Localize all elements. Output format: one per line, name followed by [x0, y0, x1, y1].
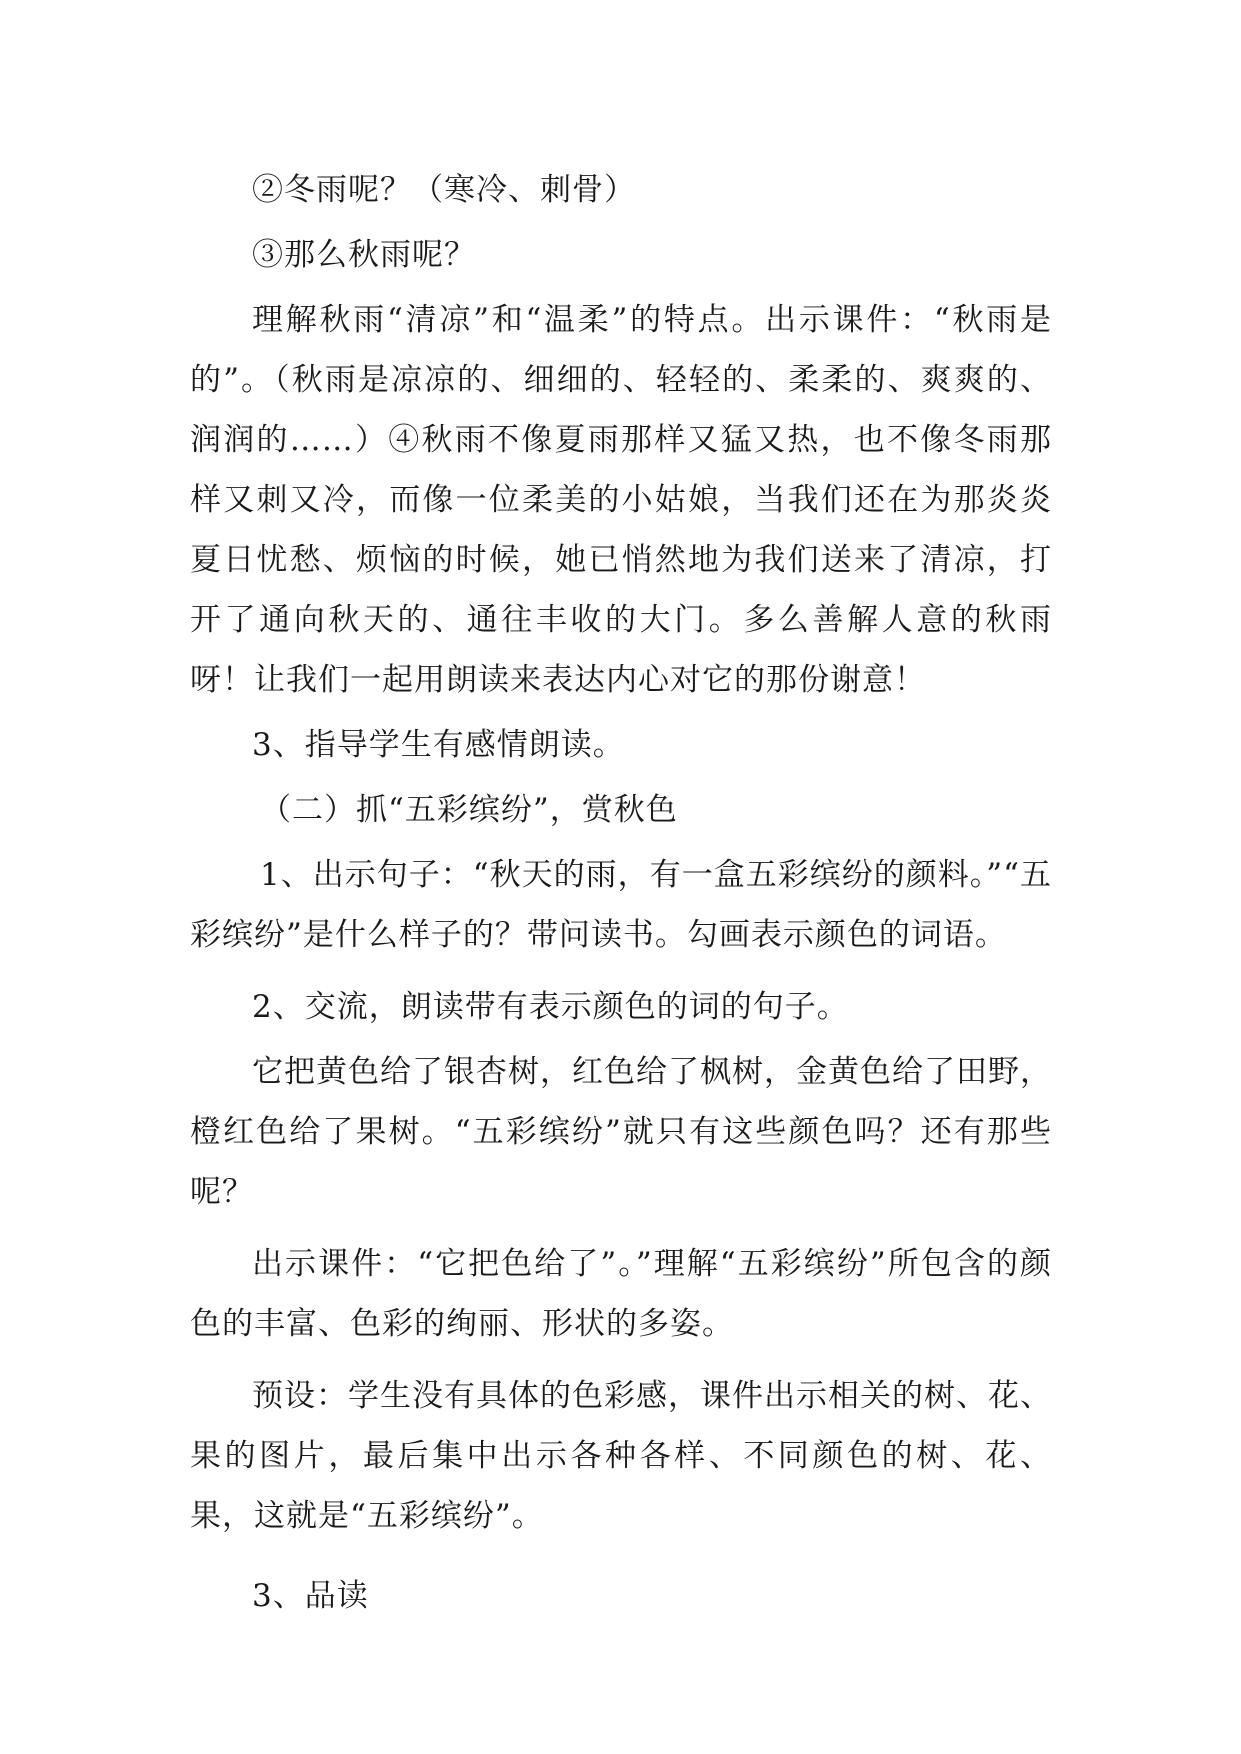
paragraph-show-courseware: 出示课件：“它把色给了”。”理解“五彩缤纷”所包含的颜色的丰富、色彩的绚丽、形状的多姿。 [190, 1246, 1052, 1342]
paragraph-show-sentence: 1、出示句子：“秋天的雨，有一盒五彩缤纷的颜料。”“五彩缤纷”是什么样子的？带问读书。勾画表示颜色的词语。 [190, 857, 1052, 953]
section-heading-colors: （二）抓“五彩缤纷”，赏秋色 [260, 792, 678, 828]
paragraph-colors-given: 它把黄色给了银杏树，红色给了枫树，金黄色给了田野，橙红色给了果树。“五彩缤纷”就只有这些颜色吗？还有那些呢？ [190, 1054, 1052, 1210]
paragraph-understand-autumn-rain: 理解秋雨“清凉”和“温柔”的特点。出示课件：“秋雨是的”。（秋雨是凉凉的、细细的、轻轻的、柔柔的、爽爽的、润润的……）④秋雨不像夏雨那样又猛又热，也不像冬雨那样又刺又冷，而像一位柔美的小姑娘，当我们还在为那炎炎夏日忧愁、烦恼的时候，她已悄然地为我们送来了清凉，打开了通向秋天的、通往丰收的大门。多么善解人意的秋雨呀！让我们一起用朗读来表达内心对它的那份谢意！ [190, 302, 1052, 698]
document-body [190, 160, 1052, 1626]
paragraph-appreciate-reading: 3、品读 [252, 1578, 369, 1614]
paragraph-preset: 预设：学生没有具体的色彩感，课件出示相关的树、花、果的图片，最后集中出示各种各样、不同颜色的树、花、果，这就是“五彩缤纷”。 [190, 1378, 1052, 1534]
paragraph-winter-rain: ②冬雨呢？（寒冷、刺骨） [252, 172, 636, 208]
paragraph-autumn-rain-question: ③那么秋雨呢？ [252, 237, 476, 273]
paragraph-exchange-reading: 2、交流，朗读带有表示颜色的词的句子。 [252, 989, 849, 1025]
paragraph-guide-reading: 3、指导学生有感情朗读。 [252, 727, 625, 763]
